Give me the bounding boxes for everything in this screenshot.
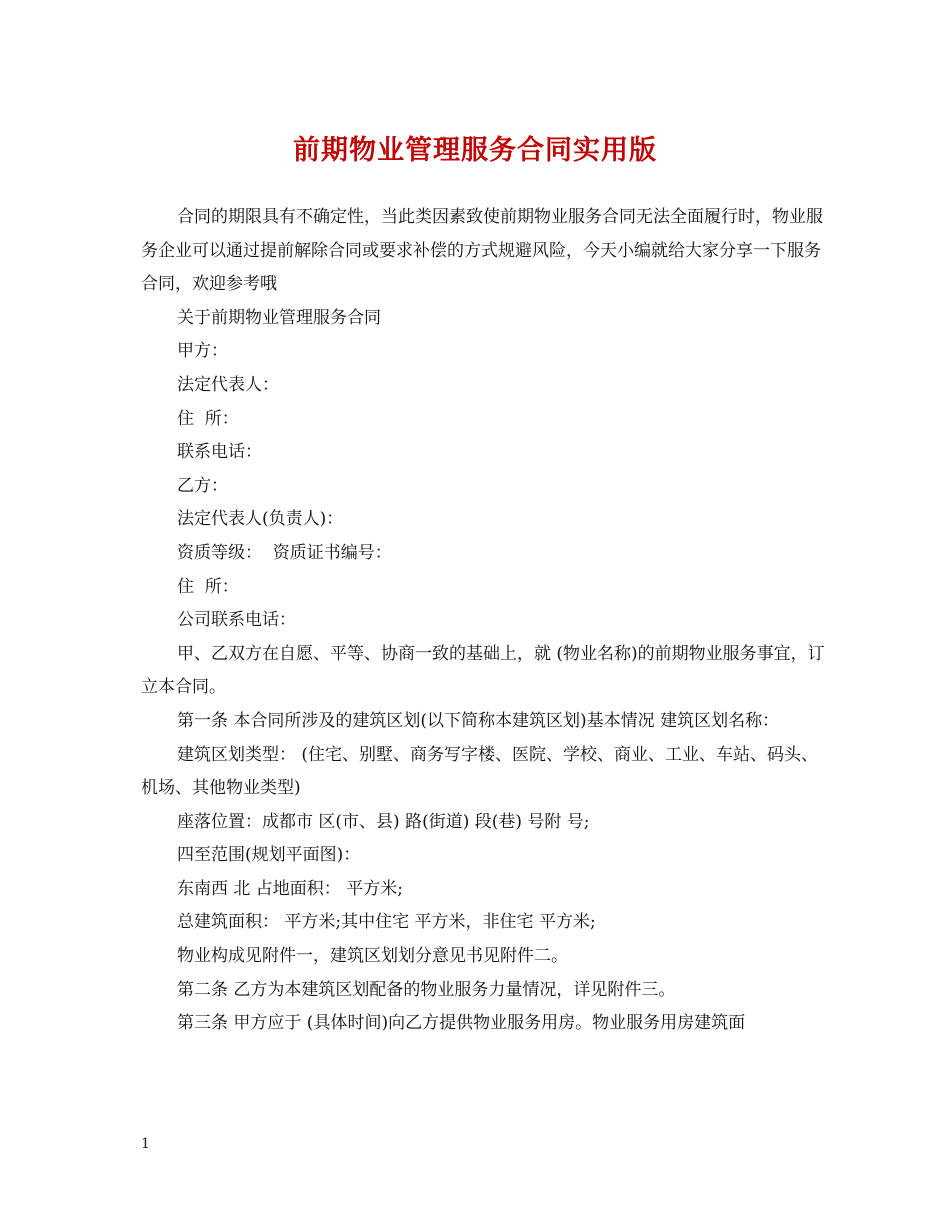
paragraph: 四至范围(规划平面图)： [177,845,361,866]
document-body [141,201,831,1041]
document-title: 前期物业管理服务合同实用版 [293,135,657,166]
paragraph: 法定代表人： [177,374,279,395]
paragraph: 公司联系电话： [177,610,296,631]
paragraph: 关于前期物业管理服务合同 [177,307,381,328]
paragraph: 座落位置：成都市 区(市、县) 路(街道) 段(巷) 号附 号; [177,811,590,832]
paragraph: 第二条 乙方为本建筑区划配备的物业服务力量情况，详见附件三。 [177,979,676,1000]
paragraph: 住 所： [177,408,239,429]
paragraph: 总建筑面积： 平方米;其中住宅 平方米，非住宅 平方米; [177,912,596,933]
paragraph: 东南西 北 占地面积： 平方米; [177,878,403,899]
paragraph: 甲、乙双方在自愿、平等、协商一致的基础上，就 (物业名称)的前期物业服务事宜，订立本合同。 [141,643,825,698]
paragraph: 物业构成见附件一，建筑区划划分意见书见附件二。 [177,946,568,967]
paragraph: 合同的期限具有不确定性，当此类因素致使前期物业服务合同无法全面履行时，物业服务企业可以通过提前解除合同或要求补偿的方式规避风险，今天小编就给大家分享一下服务合同，欢迎参考哦 [141,207,823,295]
paragraph: 乙方： [177,475,228,496]
paragraph: 第三条 甲方应于 (具体时间)向乙方提供物业服务用房。物业服务用房建筑面 [177,1013,746,1034]
paragraph: 甲方： [177,341,228,362]
paragraph: 资质等级： 资质证书编号： [177,542,392,563]
paragraph: 法定代表人(负责人)： [177,509,344,530]
paragraph: 联系电话： [177,442,262,463]
paragraph: 第一条 本合同所涉及的建筑区划(以下简称本建筑区划)基本情况 建筑区划名称： [177,710,780,731]
paragraph: 住 所： [177,576,239,597]
page-number: 1 [141,1136,150,1152]
paragraph: 建筑区划类型： (住宅、别墅、商务写字楼、医院、学校、商业、工业、车站、码头、机场、其他物业类型) [141,744,819,799]
